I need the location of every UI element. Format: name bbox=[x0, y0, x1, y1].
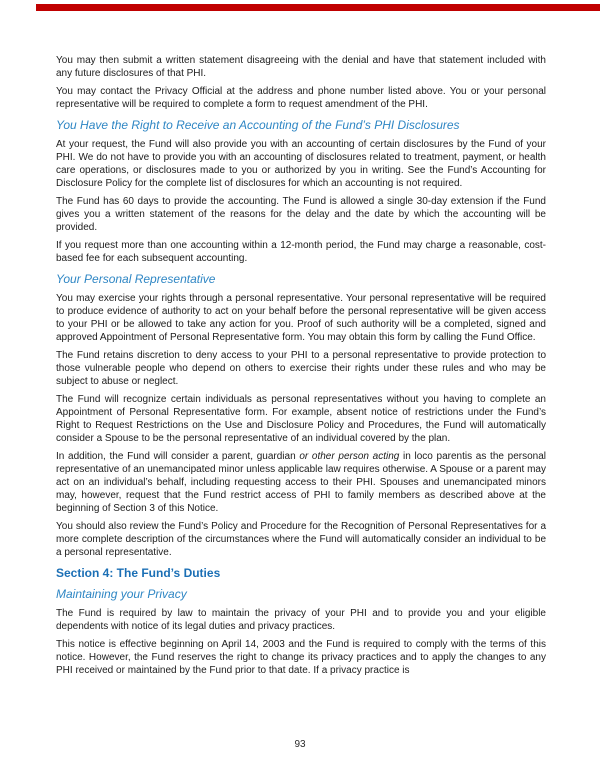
subsection-heading-personal-representative: Your Personal Representative bbox=[56, 272, 216, 286]
top-accent-bar bbox=[36, 4, 600, 11]
page-number: 93 bbox=[294, 739, 306, 750]
document-body bbox=[56, 54, 546, 682]
paragraph: The Fund retains discretion to deny access to your PHI to a personal representative to provide protection to those vulnerable people who depend on others to exercise their rights under these rules and who may be subject to abuse or neglect. bbox=[56, 350, 546, 387]
paragraph: You should also review the Fund’s Policy and Procedure for the Recognition of Personal Representatives for a more complete description of the circumstances where the Fund will automatically consider an individual to be a personal representative. bbox=[56, 521, 546, 558]
subsection-heading-maintaining-privacy: Maintaining your Privacy bbox=[56, 587, 187, 601]
paragraph: This notice is effective beginning on April 14, 2003 and the Fund is required to comply with the terms of this notice. However, the Fund reserves the right to change its privacy practices and to apply the changes to any PHI received or maintained by the Fund prior to that date. If a privacy practice is bbox=[56, 639, 546, 676]
paragraph: You may exercise your rights through a personal representative. Your personal representative will be required to produce evidence of authority to act on your behalf before the personal representative will be given access to your PHI or be allowed to take any action for you. Proof of such authority will be a completed, signed and approved Appointment of Personal Representative form. You may obtain this form by calling the Fund Office. bbox=[56, 293, 546, 343]
paragraph-italic-phrase: or other person acting bbox=[299, 451, 400, 462]
paragraph: You may then submit a written statement disagreeing with the denial and have that statement included with any future disclosures of that PHI. bbox=[56, 55, 546, 79]
paragraph: You may contact the Privacy Official at the address and phone number listed above. You or your personal representative will be required to complete a form to request amendment of the PHI. bbox=[56, 86, 546, 110]
paragraph: The Fund has 60 days to provide the accounting. The Fund is allowed a single 30-day extension if the Fund gives you a written statement of the reasons for the delay and the date by which the accounting will be provided. bbox=[56, 196, 546, 233]
paragraph: At your request, the Fund will also provide you with an accounting of certain disclosures by the Fund of your PHI. We do not have to provide you with an accounting of disclosures related to treatment, payment, or health care operations, or disclosures made to you or authorized by you in writing. See the Fund’s Accounting for Disclosure Policy for the complete list of disclosures for which an accounting is not required. bbox=[56, 139, 546, 189]
paragraph-text: In addition, the Fund will consider a parent, guardian bbox=[56, 451, 300, 462]
paragraph: The Fund will recognize certain individuals as personal representatives without you having to complete an Appointment of Personal Representative form. For example, absent notice of restrictions under the Fund’s Right to Request Restrictions on the Use and Disclosure Policy and Procedures, the Fund will automatically consider a Spouse to be the personal representative of an individual covered by the plan. bbox=[56, 394, 546, 444]
paragraph-text: in loco parentis as the personal representative of an unemancipated minor unless applicable law requires otherwise. A Spouse or a parent may act on an individual’s behalf, including requesting access to their PHI. Spouses and unemancipated minors may, however, request that the Fund restrict access of PHI to family members as described above at the beginning of Section 3 of this Notice. bbox=[56, 451, 546, 514]
section-heading-fund-duties: Section 4: The Fund’s Duties bbox=[56, 566, 221, 580]
paragraph: The Fund is required by law to maintain the privacy of your PHI and to provide you and your eligible dependents with notice of its legal duties and privacy practices. bbox=[56, 608, 546, 632]
paragraph bbox=[56, 450, 546, 515]
paragraph: If you request more than one accounting within a 12-month period, the Fund may charge a reasonable, cost-based fee for each subsequent accounting. bbox=[56, 240, 546, 264]
subsection-heading-accounting: You Have the Right to Receive an Accounting of the Fund’s PHI Disclosures bbox=[56, 118, 460, 132]
